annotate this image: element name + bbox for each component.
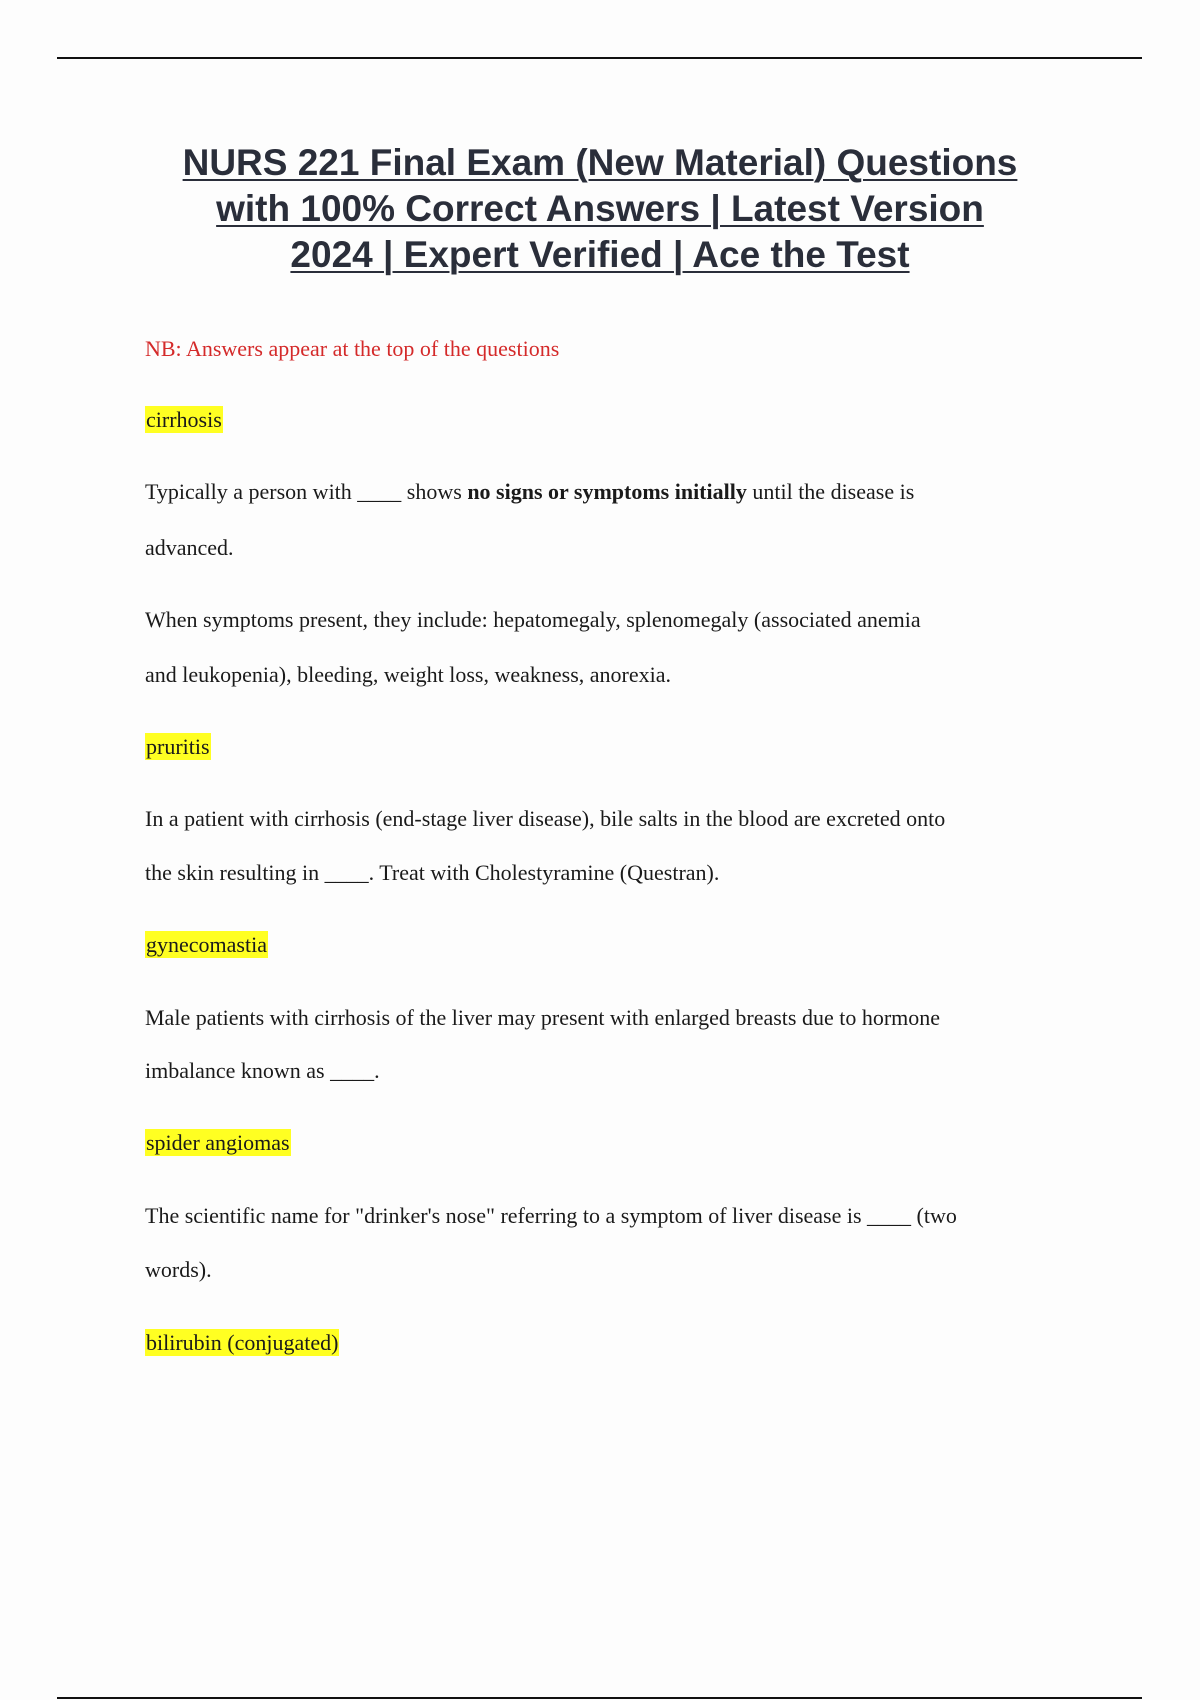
question-text: Male patients with cirrhosis of the liver may present with enlarged breasts due to hormone <box>145 1005 941 1030</box>
question-text: advanced. <box>145 535 234 560</box>
question-text: imbalance known as ____. <box>145 1058 380 1083</box>
answer-highlight: bilirubin (conjugated) <box>146 1330 339 1355</box>
top-rule <box>57 57 1142 59</box>
title-line: with 100% Correct Answers | Latest Version <box>216 188 984 229</box>
question-text: and leukopenia), bleeding, weight loss, weakness, anorexia. <box>145 662 672 687</box>
bottom-rule <box>57 1697 1142 1699</box>
document-title <box>0 140 1200 278</box>
answer-highlight: gynecomastia <box>146 932 267 957</box>
question-text: When symptoms present, they include: hepatomegaly, splenomegaly (associated anemia <box>145 607 921 632</box>
question-bold-text: no signs or symptoms initially <box>467 479 747 504</box>
title-line: 2024 | Expert Verified | Ace the Test <box>290 234 910 275</box>
title-line: NURS 221 Final Exam (New Material) Questions <box>182 142 1018 183</box>
answer-highlight: cirrhosis <box>146 407 222 432</box>
question-text: the skin resulting in ____. Treat with Cholestyramine (Questran). <box>145 860 720 885</box>
question-text-part: Typically a person with ____ shows <box>145 479 468 504</box>
question-text-part: until the disease is <box>746 479 915 504</box>
question-text: The scientific name for "drinker's nose" referring to a symptom of liver disease is ____ (two <box>145 1203 957 1228</box>
answer-highlight: pruritis <box>146 734 210 759</box>
question-text <box>145 479 914 505</box>
answers-note: NB: Answers appear at the top of the questions <box>145 336 560 361</box>
question-text: In a patient with cirrhosis (end-stage liver disease), bile salts in the blood are excreted onto <box>145 806 946 831</box>
answer-highlight: spider angiomas <box>146 1130 290 1155</box>
question-text: words). <box>145 1257 212 1282</box>
